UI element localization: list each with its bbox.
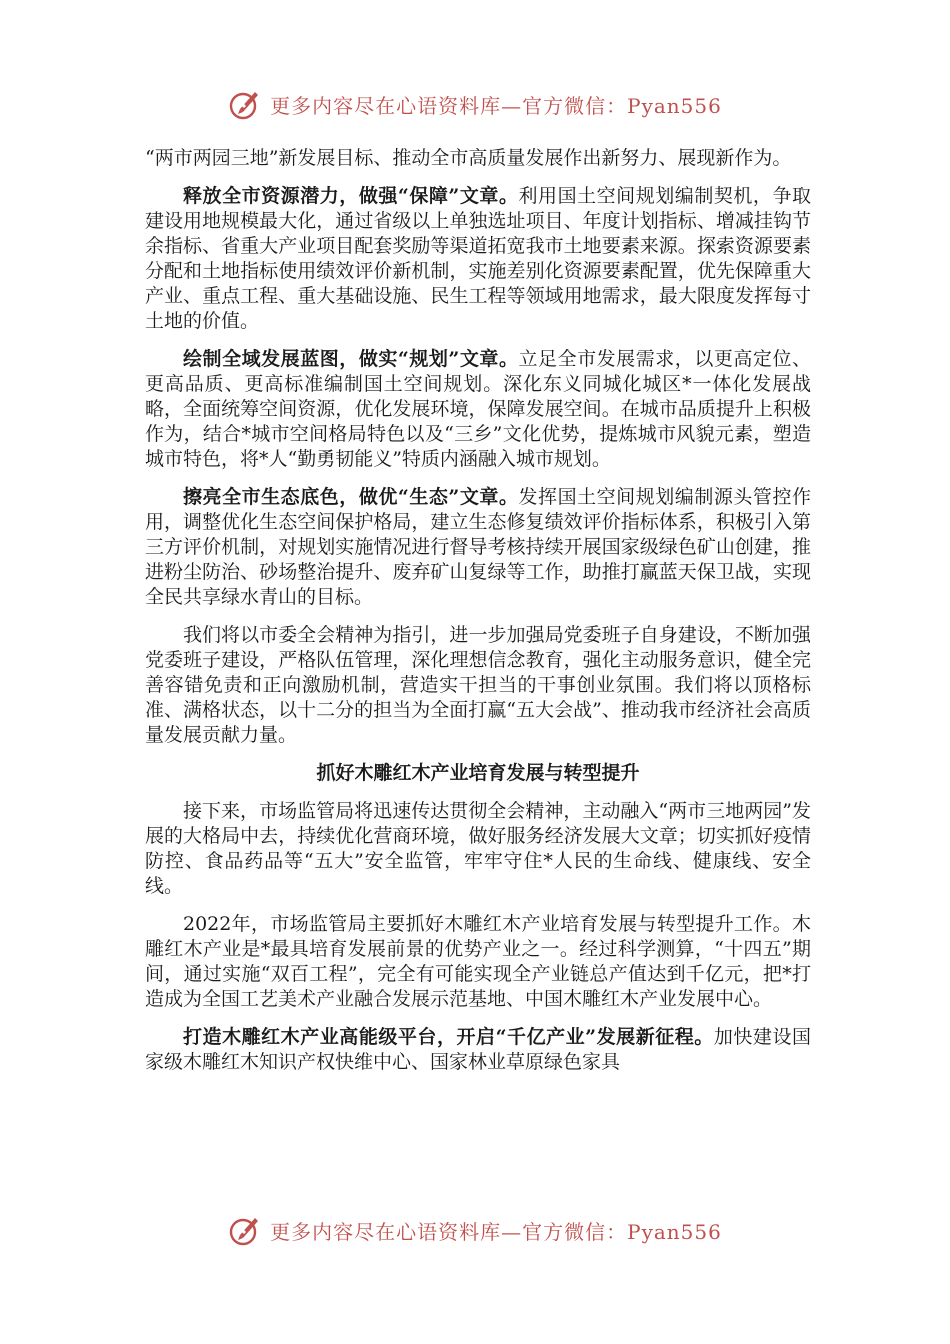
document-body (145, 146, 811, 1075)
paragraph-platform (145, 1025, 811, 1075)
footer-watermark-banner (0, 1210, 950, 1250)
paragraph-ecology (145, 485, 811, 610)
paragraph-text: 利用国土空间规划编制契机，争取建设用地规模最大化，通过省级以上单独选址项目、年度计划指标、增减挂钩节余指标、省重大产业项目配套奖励等渠道拓宽我市土地要素来源。探索资源要素分配和土地指标使用绩效评价新机制，实施差别化资源要素配置，优先保障重大产业、重点工程、重大基础设施、民生工程等领域用地需求，最大限度发挥每寸土地的价值。 (145, 185, 811, 332)
section-title: 抓好木雕红木产业培育发展与转型提升 (316, 762, 640, 784)
paragraph-lead: 释放全市资源潜力，做强“保障”文章。 (183, 185, 519, 207)
pen-nib-logo-icon (228, 87, 262, 121)
paragraph-lead: 擦亮全市生态底色，做优“生态”文章。 (183, 486, 519, 508)
paragraph-intro: “两市两园三地”新发展目标、推动全市高质量发展作出新努力、展现新作为。 (145, 147, 792, 169)
paragraph-commitment: 我们将以市委全会精神为指引，进一步加强局党委班子自身建设，不断加强党委班子建设，严格队伍管理，深化理想信念教育，强化主动服务意识，健全完善容错免责和正向激励机制，营造实干担当的干事创业氛围。我们将以顶格标准、满格状态，以十二分的担当为全面打赢“五大会战”、推动我市经济社会高质量发展贡献力量。 (145, 624, 811, 746)
paragraph-2022-plan: 2022年，市场监管局主要抓好木雕红木产业培育发展与转型提升工作。木雕红木产业是*最具培育发展前景的优势产业之一。经过科学测算，“十四五”期间，通过实施“双百工程”，完全有可能实现全产业链总产值达到千亿元，把*打造成为全国工艺美术产业融合发展示范基地、中国木雕红木产业发展中心。 (145, 913, 811, 1010)
watermark-text: 更多内容尽在心语资料库—官方微信：Pyan556 (270, 93, 722, 118)
pen-nib-logo-icon (228, 1213, 262, 1247)
header-watermark-banner (0, 84, 950, 124)
paragraph-market-supervision: 接下来，市场监管局将迅速传达贯彻全会精神，主动融入“两市三地两园”发展的大格局中去，持续优化营商环境，做好服务经济发展大文章；切实抓好疫情防控、食品药品等“五大”安全监管，牢牢守住*人民的生命线、健康线、安全线。 (145, 800, 811, 897)
paragraph-text: 发挥国土空间规划编制源头管控作用，调整优化生态空间保护格局，建立生态修复绩效评价指标体系，积极引入第三方评价机制，对规划实施情况进行督导考核持续开展国家级绿色矿山创建，推进粉尘防治、砂场整治提升、废弃矿山复绿等工作，助推打赢蓝天保卫战，实现全民共享绿水青山的目标。 (145, 486, 811, 608)
paragraph-planning (145, 347, 811, 472)
watermark-text: 更多内容尽在心语资料库—官方微信：Pyan556 (270, 1219, 722, 1244)
paragraph-resources (145, 184, 811, 334)
paragraph-text: 加快建设国家级木雕红木知识产权快维中心、国家林业草原绿色家具 (145, 1026, 811, 1073)
paragraph-lead: 绘制全域发展蓝图，做实“规划”文章。 (183, 348, 519, 370)
paragraph-lead: 打造木雕红木产业高能级平台，开启“千亿产业”发展新征程。 (183, 1026, 714, 1048)
paragraph-text: 立足全市发展需求，以更高定位、更高品质、更高标准编制国土空间规划。深化东义同城化城区*一体化发展战略，全面统筹空间资源，优化发展环境，保障发展空间。在城市品质提升上积极作为，结合*城市空间格局特色以及“三乡”文化优势，提炼城市风貌元素，塑造城市特色，将*人“勤勇韧能义”特质内涵融入城市规划。 (145, 348, 811, 470)
